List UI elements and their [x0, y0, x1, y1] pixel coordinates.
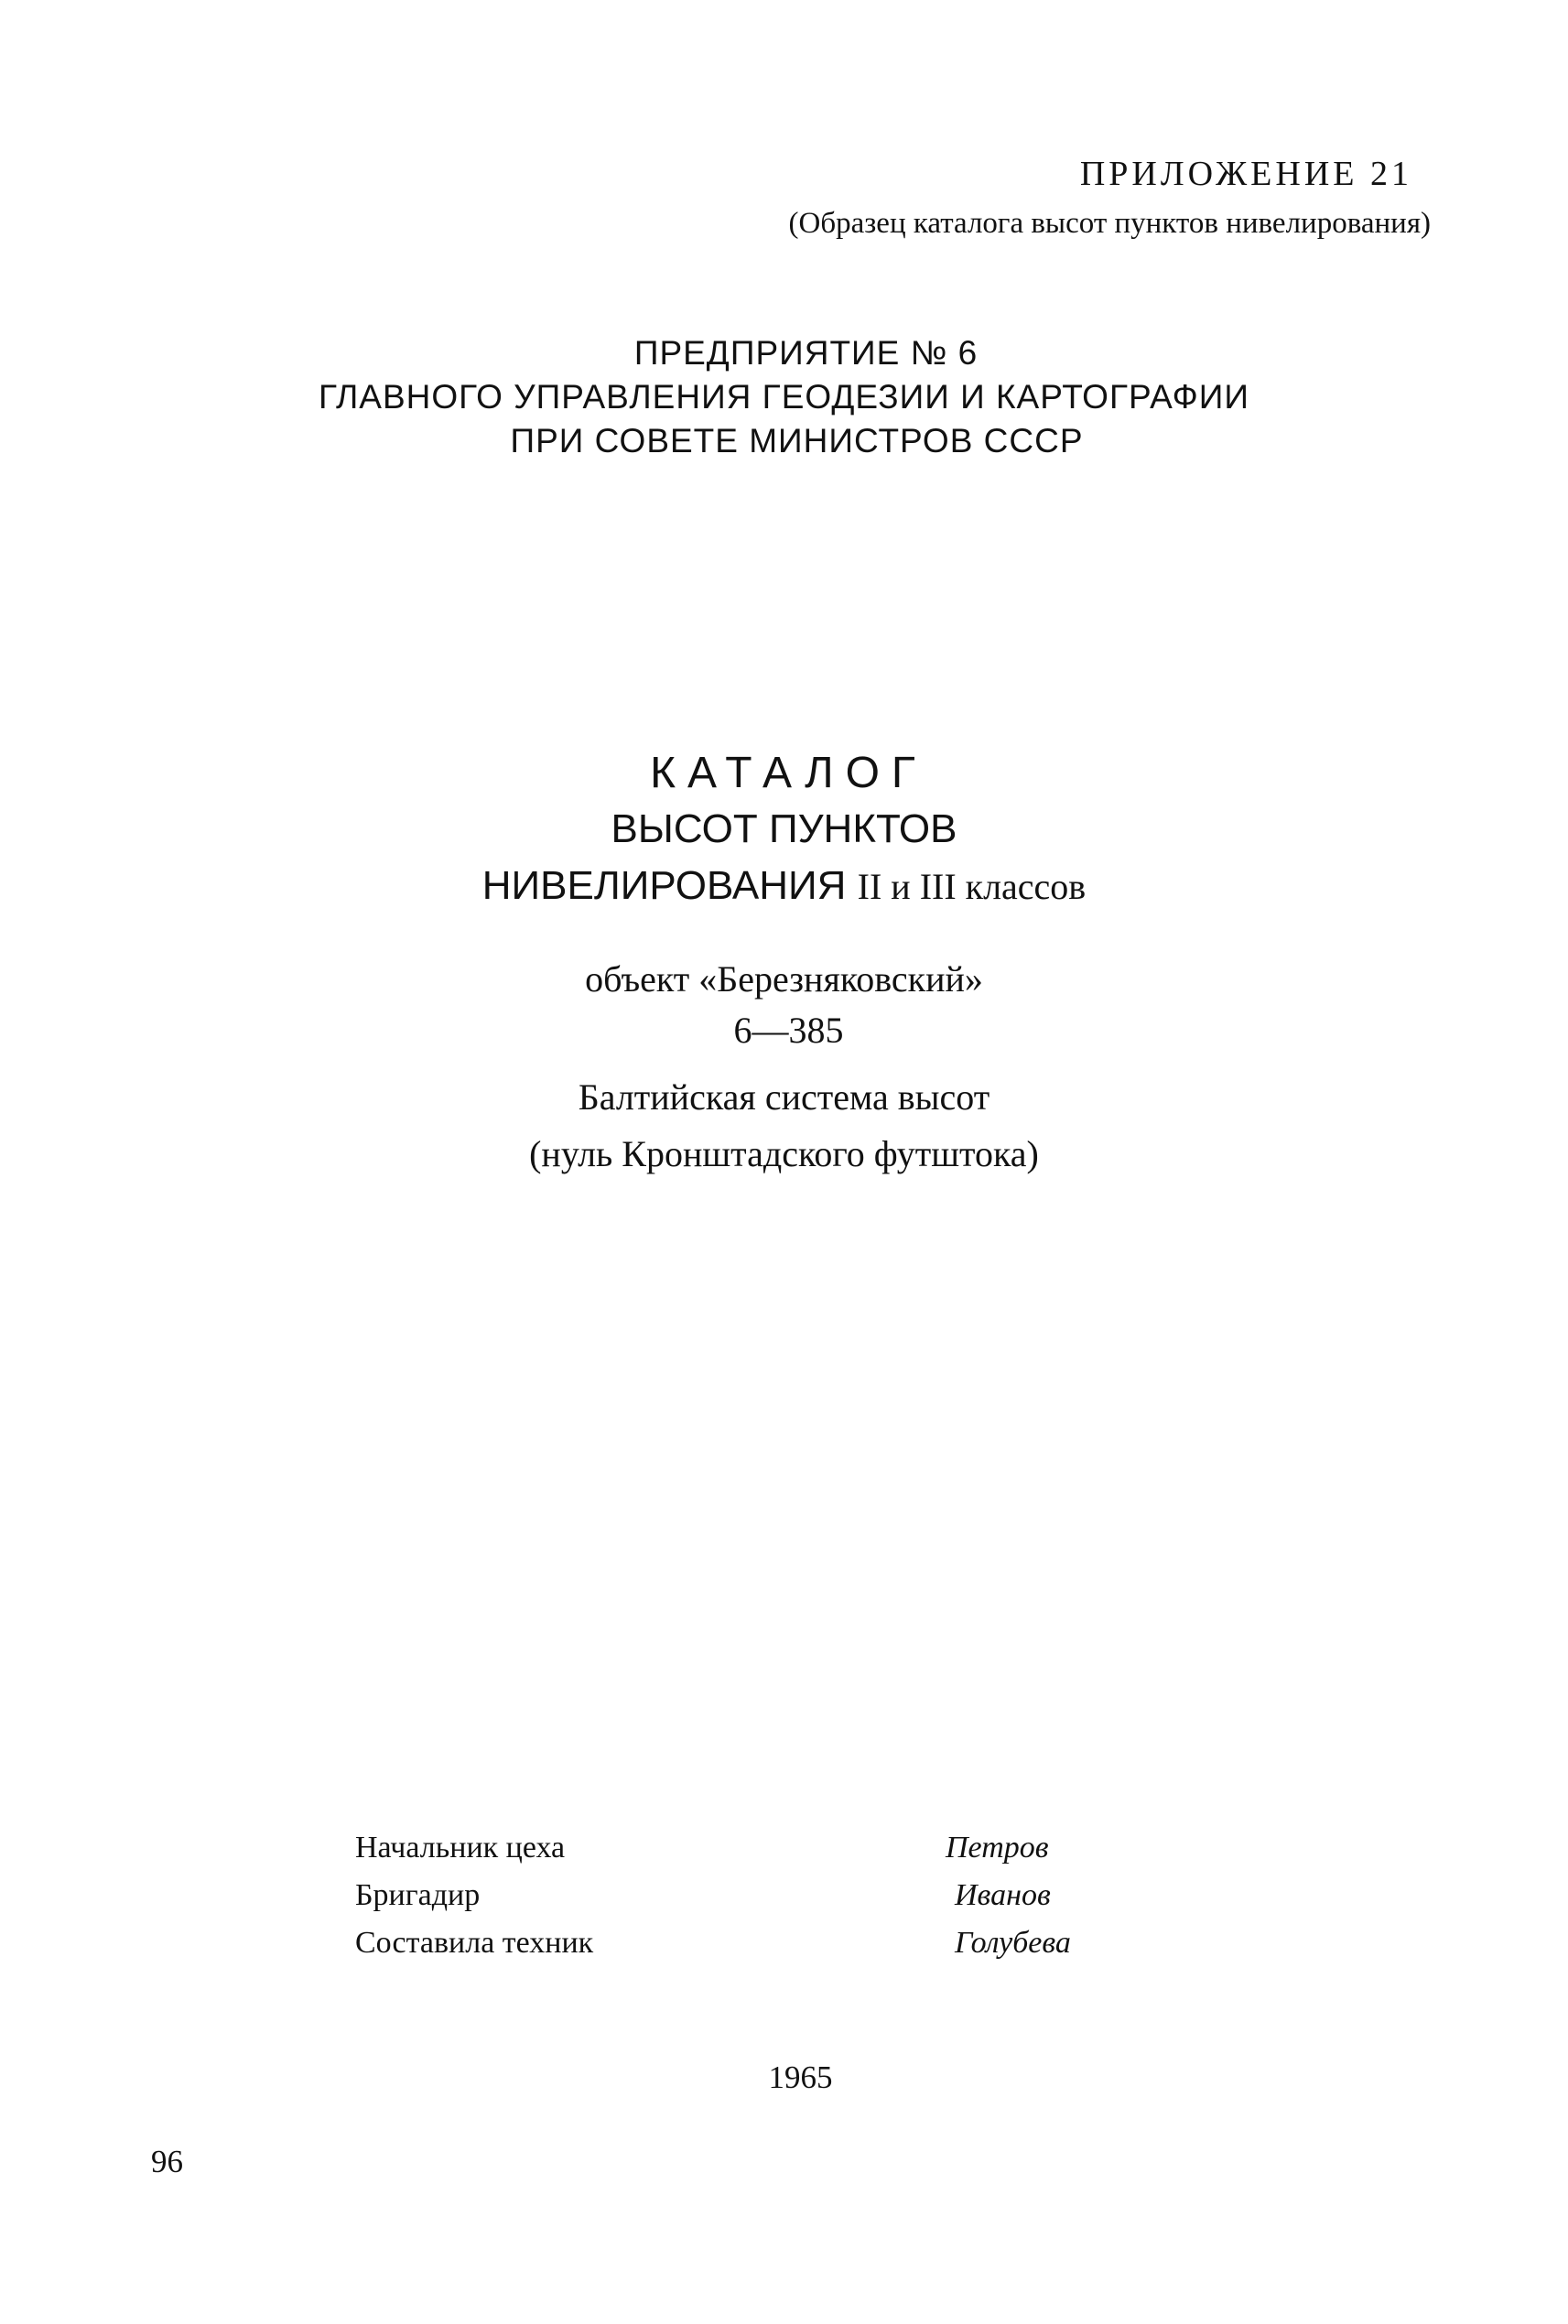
signature-name: Петров	[946, 1831, 1049, 1865]
catalog-heading	[0, 746, 1568, 915]
catalog-title: КАТАЛОГ	[650, 749, 927, 797]
height-system-line-2: (нуль Кронштадского футштока)	[529, 1133, 1039, 1174]
height-system-line-1: Балтийская система высот	[578, 1076, 990, 1118]
appendix-subtitle: (Образец каталога высот пунктов нивелирования)	[788, 207, 1431, 240]
object-name: объект «Березняковский»	[585, 958, 983, 1000]
catalog-line-2-caps: НИВЕЛИРОВАНИЯ	[481, 863, 847, 908]
organization-line-1: ПРЕДПРИЯТИЕ № 6	[633, 334, 979, 372]
height-system-block	[0, 1069, 1568, 1183]
catalog-line-2	[0, 858, 1568, 915]
signatures-block	[355, 1831, 1271, 1973]
page-number: 96	[151, 2144, 183, 2179]
signature-row	[355, 1878, 1271, 1926]
object-block	[0, 954, 1568, 1056]
signature-role: Бригадир	[355, 1878, 481, 1912]
organization-block	[0, 331, 1568, 463]
signature-role: Начальник цеха	[355, 1831, 566, 1865]
organization-line-3: ПРИ СОВЕТЕ МИНИСТРОВ СССР	[510, 422, 1084, 459]
organization-line-2: ГЛАВНОГО УПРАВЛЕНИЯ ГЕОДЕЗИИ И КАРТОГРАФИИ	[319, 378, 1249, 416]
appendix-title: ПРИЛОЖЕНИЕ 21	[1079, 155, 1412, 193]
signature-role: Составила техник	[355, 1926, 594, 1960]
object-code: 6—385	[733, 1010, 844, 1051]
publication-year: 1965	[768, 2059, 833, 2095]
signature-row	[355, 1831, 1271, 1878]
signature-row	[355, 1926, 1271, 1973]
catalog-line-2-classes: II и III классов	[857, 866, 1087, 907]
catalog-line-1: ВЫСОТ ПУНКТОВ	[611, 806, 957, 851]
signature-name: Иванов	[955, 1878, 1051, 1912]
signature-name: Голубева	[955, 1926, 1071, 1960]
